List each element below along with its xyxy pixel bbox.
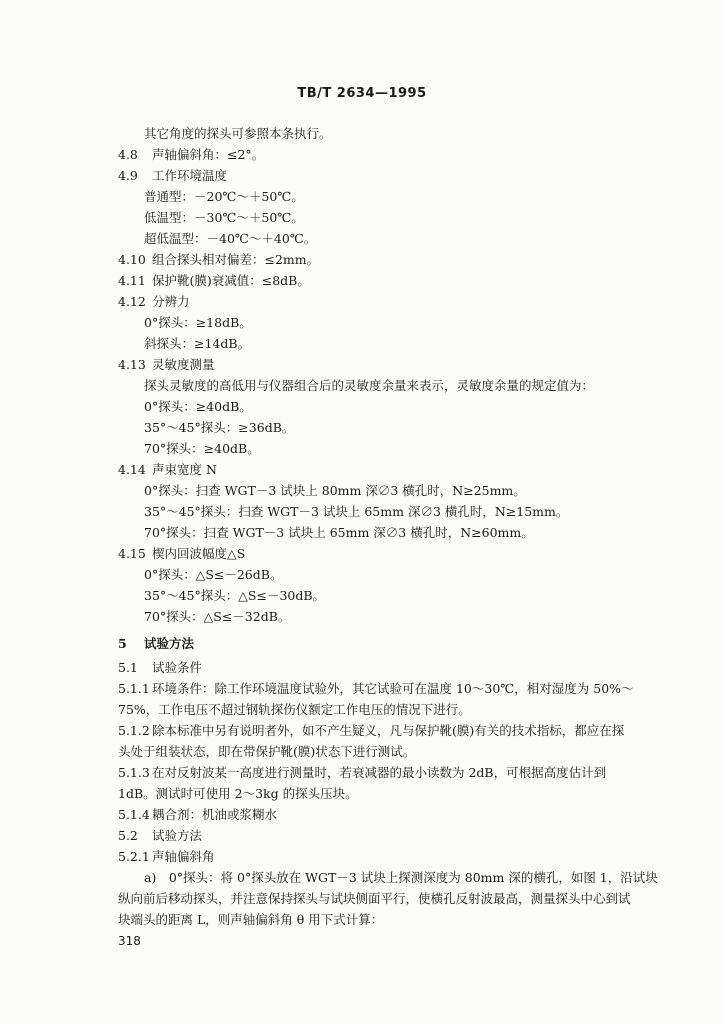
clause-text: 试验方法 <box>152 828 203 843</box>
clause-text: 耦合剂：机油或浆糊水 <box>152 807 278 822</box>
text-line: 70°探头：≥40dB。 <box>144 441 260 456</box>
clause-5-1-2 <box>118 723 624 739</box>
clause-number: 4.13 <box>118 357 146 372</box>
clause-text: 在对反射波某一高度进行测量时，若衰减器的最小读数为 2dB，可根据高度估计到 <box>152 765 607 780</box>
text-line: 75%，工作电压不超过钢轨探伤仪额定工作电压的情况下进行。 <box>118 702 471 717</box>
clause-text: 环境条件：除工作环境温度试验外，其它试验可在温度 10～30℃，相对湿度为 50%～ <box>152 681 634 696</box>
text-line: 块端头的距离 L，则声轴偏斜角 θ 用下式计算： <box>118 912 384 927</box>
clause-5-1-3 <box>118 765 606 781</box>
clause-text: 试验条件 <box>152 660 203 675</box>
clause-number: 5.1.4 <box>118 807 150 822</box>
clause-number: 5.1.2 <box>118 723 150 738</box>
clause-4-11 <box>118 273 310 289</box>
clause-4-12 <box>118 294 190 310</box>
text-line: 1dB。测试时可使用 2～3kg 的探头压块。 <box>118 786 358 801</box>
page-number: 318 <box>118 934 141 948</box>
clause-number: 4.14 <box>118 462 146 477</box>
clause-text: 楔内回波幅度△S <box>152 546 246 561</box>
text-line: a) 0°探头：将 0°探头放在 WGT－3 试块上探测深度为 80mm 深的横孔，如图 1，沿试块 <box>144 870 658 885</box>
clause-4-15 <box>118 546 245 562</box>
text-line: 头处于组装状态，即在带保护靴(膜)状态下进行测试。 <box>118 744 416 759</box>
section-5-heading <box>118 636 194 652</box>
clause-number: 4.10 <box>118 252 146 267</box>
clause-text: 保护靴(膜)衰减值：≤8dB。 <box>152 273 310 288</box>
section-number: 5 <box>118 636 127 651</box>
text-line: 35°～45°探头：△S≤－30dB。 <box>144 588 326 603</box>
clause-number: 4.12 <box>118 294 146 309</box>
text-line: 0°探头：△S≤－26dB。 <box>144 567 283 582</box>
text-line: 35°～45°探头：≥36dB。 <box>144 420 295 435</box>
clause-5-1 <box>118 660 202 676</box>
clause-number: 5.1.3 <box>118 765 150 780</box>
clause-number: 4.11 <box>118 273 146 288</box>
clause-5-2-1 <box>118 849 215 865</box>
clause-text: 组合探头相对偏差：≤2mm。 <box>152 252 320 267</box>
clause-text: 声轴偏斜角 <box>152 849 215 864</box>
text-line: 0°探头：扫查 WGT－3 试块上 80mm 深∅3 横孔时，N≥25mm。 <box>144 483 526 498</box>
clause-number: 4.15 <box>118 546 146 561</box>
clause-text: 分辨力 <box>152 294 190 309</box>
clause-number: 5.1 <box>118 660 138 675</box>
clause-text: 声轴偏斜角：≤2°。 <box>152 147 265 162</box>
clause-number: 4.8 <box>118 147 138 162</box>
text-line: 探头灵敏度的高低用与仪器组合后的灵敏度余量来表示，灵敏度余量的规定值为： <box>144 378 595 393</box>
clause-text: 灵敏度测量 <box>152 357 215 372</box>
text-line: 斜探头：≥14dB。 <box>144 336 251 351</box>
clause-number: 5.1.1 <box>118 681 150 696</box>
text-line: 超低温型：－40℃～＋40℃。 <box>144 231 317 246</box>
text-line: 纵向前后移动探头，并注意保持探头与试块侧面平行，使横孔反射波最高，测量探头中心到试 <box>118 891 631 906</box>
text-line: 70°探头：△S≤－32dB。 <box>144 609 291 624</box>
clause-4-10 <box>118 252 319 268</box>
text-line: 70°探头：扫查 WGT－3 试块上 65mm 深∅3 横孔时，N≥60mm。 <box>144 525 534 540</box>
clause-5-2 <box>118 828 202 844</box>
standard-header: TB/T 2634—1995 <box>297 86 427 101</box>
clause-number: 5.2.1 <box>118 849 150 864</box>
clause-text: 声束宽度 N <box>152 462 217 477</box>
text-line: 0°探头：≥40dB。 <box>144 399 252 414</box>
clause-number: 4.9 <box>118 168 138 183</box>
text-line: 0°探头：≥18dB。 <box>144 315 252 330</box>
text-line: 其它角度的探头可参照本条执行。 <box>144 126 332 141</box>
clause-4-14 <box>118 462 217 478</box>
clause-4-9 <box>118 168 227 184</box>
section-title: 试验方法 <box>144 636 195 651</box>
clause-4-8 <box>118 147 264 163</box>
clause-text: 除本标准中另有说明者外，如不产生疑义，凡与保护靴(膜)有关的技术指标，都应在探 <box>152 723 625 738</box>
text-line: 35°～45°探头：扫查 WGT－3 试块上 65mm 深∅3 横孔时，N≥15mm。 <box>144 504 569 519</box>
clause-4-13 <box>118 357 215 373</box>
text-line: 普通型：－20℃～＋50℃。 <box>144 189 304 204</box>
clause-text: 工作环境温度 <box>152 168 228 183</box>
text-line: 低温型：－30℃～＋50℃。 <box>144 210 304 225</box>
clause-5-1-1 <box>118 681 634 697</box>
clause-5-1-4 <box>118 807 277 823</box>
clause-number: 5.2 <box>118 828 138 843</box>
